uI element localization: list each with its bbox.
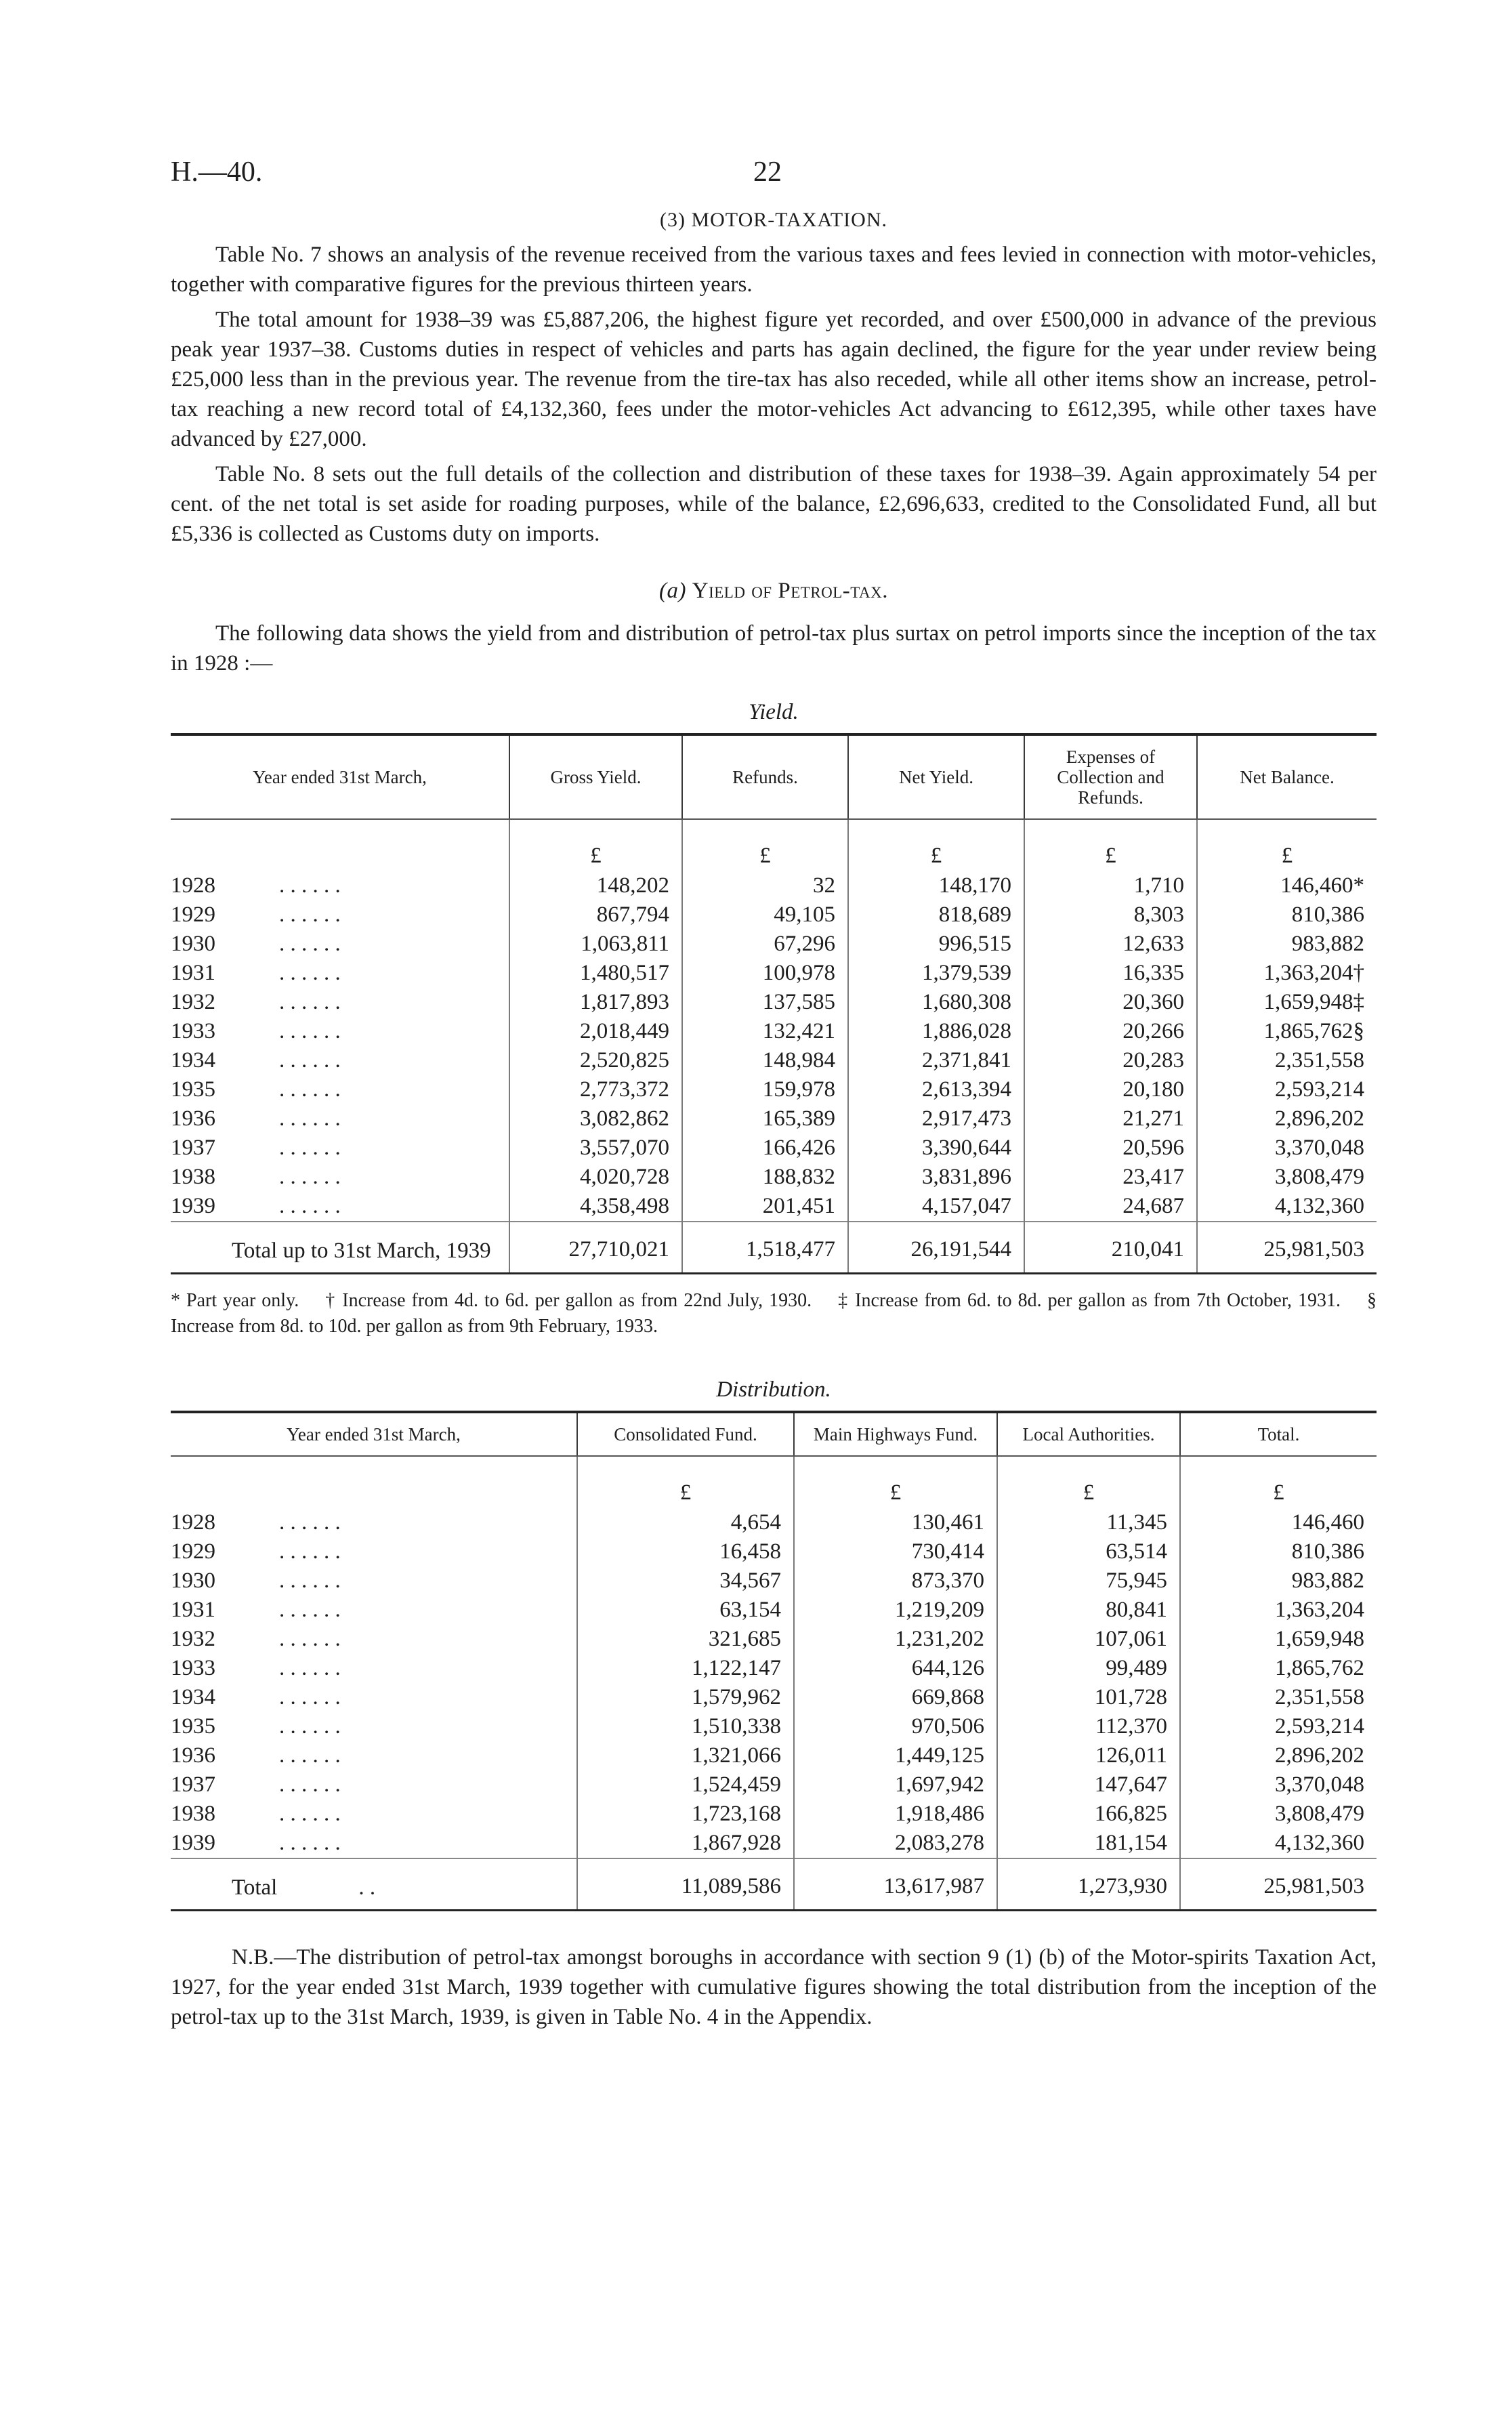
value-cell: 2,351,558 <box>1180 1683 1377 1712</box>
value-cell: 996,515 <box>848 930 1024 959</box>
row-year: 1931 <box>171 1598 215 1622</box>
row-leader-dots: . . . . . . <box>279 1539 341 1564</box>
value-cell: 159,978 <box>682 1075 848 1104</box>
value-cell: 80,841 <box>997 1596 1180 1625</box>
value-cell: 2,593,214 <box>1197 1075 1377 1104</box>
table-row <box>171 1508 1377 1537</box>
table-row <box>171 988 1377 1017</box>
year-cell <box>171 1625 577 1654</box>
value-cell: 1,219,209 <box>794 1596 997 1625</box>
yield-table <box>171 733 1377 1274</box>
row-year: 1934 <box>171 1048 215 1073</box>
footnote-dagger: † Increase from 4d. to 6d. per gallon as from 22nd July, 1930. <box>325 1290 812 1311</box>
subsection-title <box>171 579 1377 604</box>
unit-row <box>171 1456 1377 1508</box>
year-cell <box>171 1770 577 1800</box>
table-row <box>171 1017 1377 1046</box>
year-cell <box>171 1596 577 1625</box>
total-value-cell: 1,273,930 <box>997 1858 1180 1909</box>
page-number: 22 <box>753 157 782 188</box>
row-year: 1930 <box>171 1568 215 1593</box>
total-leader-dots: . . <box>358 1875 376 1900</box>
total-row <box>171 1858 1377 1909</box>
row-year: 1933 <box>171 1656 215 1680</box>
value-cell: 3,831,896 <box>848 1163 1024 1192</box>
value-cell: 1,697,942 <box>794 1770 997 1800</box>
total-value-cell: 25,981,503 <box>1197 1222 1377 1272</box>
value-cell: 20,180 <box>1024 1075 1197 1104</box>
footnotes <box>171 1288 1377 1339</box>
row-year: 1933 <box>171 1019 215 1043</box>
distribution-table-caption: Distribution. <box>716 1377 831 1402</box>
value-cell: 1,918,486 <box>794 1800 997 1829</box>
table-row <box>171 1770 1377 1800</box>
value-cell: 63,514 <box>997 1537 1180 1566</box>
value-cell: 11,345 <box>997 1508 1180 1537</box>
year-cell <box>171 871 509 900</box>
year-cell <box>171 1800 577 1829</box>
value-cell: 4,132,360 <box>1197 1192 1377 1222</box>
total-label-cell <box>171 1222 509 1272</box>
value-cell: 1,579,962 <box>577 1683 794 1712</box>
unit-cell: £ <box>682 819 848 871</box>
row-leader-dots: . . . . . . <box>279 961 341 985</box>
value-cell: 2,083,278 <box>794 1829 997 1858</box>
value-cell: 4,654 <box>577 1508 794 1537</box>
value-cell: 1,659,948 <box>1180 1625 1377 1654</box>
value-cell: 75,945 <box>997 1566 1180 1596</box>
value-cell: 3,390,644 <box>848 1134 1024 1163</box>
value-cell: 132,421 <box>682 1017 848 1046</box>
table-row <box>171 1800 1377 1829</box>
value-cell: 1,680,308 <box>848 988 1024 1017</box>
table-row <box>171 1537 1377 1566</box>
value-cell: 1,524,459 <box>577 1770 794 1800</box>
year-cell <box>171 1683 577 1712</box>
year-cell <box>171 1046 509 1075</box>
total-label: Total <box>232 1875 278 1900</box>
row-leader-dots: . . . . . . <box>279 1019 341 1043</box>
col-net-yield: Net Yield. <box>848 734 1024 819</box>
year-cell <box>171 1566 577 1596</box>
value-cell: 3,370,048 <box>1197 1134 1377 1163</box>
value-cell: 2,593,214 <box>1180 1712 1377 1741</box>
row-leader-dots: . . . . . . <box>279 1510 341 1535</box>
year-cell <box>171 1654 577 1683</box>
yield-table-body <box>171 819 1377 1274</box>
value-cell: 148,984 <box>682 1046 848 1075</box>
value-cell: 147,647 <box>997 1770 1180 1800</box>
value-cell: 810,386 <box>1197 900 1377 930</box>
row-year: 1935 <box>171 1714 215 1739</box>
value-cell: 23,417 <box>1024 1163 1197 1192</box>
row-leader-dots: . . . . . . <box>279 1106 341 1131</box>
row-year: 1939 <box>171 1194 215 1218</box>
year-cell <box>171 959 509 988</box>
col-refunds: Refunds. <box>682 734 848 819</box>
value-cell: 1,865,762 <box>1180 1654 1377 1683</box>
unit-cell: £ <box>997 1456 1180 1508</box>
value-cell: 101,728 <box>997 1683 1180 1712</box>
total-value-cell: 25,981,503 <box>1180 1858 1377 1909</box>
row-leader-dots: . . . . . . <box>279 1077 341 1102</box>
row-year: 1928 <box>171 1510 215 1535</box>
col-total: Total. <box>1180 1412 1377 1456</box>
row-leader-dots: . . . . . . <box>279 932 341 956</box>
value-cell: 1,817,893 <box>509 988 682 1017</box>
unit-cell: £ <box>509 819 682 871</box>
value-cell: 644,126 <box>794 1654 997 1683</box>
col-year: Year ended 31st March, <box>171 734 509 819</box>
year-cell <box>171 1712 577 1741</box>
distribution-table <box>171 1411 1377 1911</box>
value-cell: 1,886,028 <box>848 1017 1024 1046</box>
col-consolidated-fund: Consolidated Fund. <box>577 1412 794 1456</box>
distribution-table-body <box>171 1456 1377 1911</box>
value-cell: 3,370,048 <box>1180 1770 1377 1800</box>
value-cell: 1,379,539 <box>848 959 1024 988</box>
col-net-balance: Net Balance. <box>1197 734 1377 819</box>
value-cell: 1,449,125 <box>794 1741 997 1770</box>
year-cell <box>171 1104 509 1134</box>
total-row <box>171 1222 1377 1272</box>
value-cell: 166,825 <box>997 1800 1180 1829</box>
total-value-cell: 210,041 <box>1024 1222 1197 1272</box>
unit-cell: £ <box>1180 1456 1377 1508</box>
value-cell: 24,687 <box>1024 1192 1197 1222</box>
unit-cell: £ <box>794 1456 997 1508</box>
col-main-highways-fund: Main Highways Fund. <box>794 1412 997 1456</box>
year-cell <box>171 988 509 1017</box>
row-year: 1939 <box>171 1831 215 1855</box>
row-year: 1935 <box>171 1077 215 1102</box>
value-cell: 1,867,928 <box>577 1829 794 1858</box>
total-label: Total up to 31st March, 1939 <box>232 1239 491 1263</box>
value-cell: 3,557,070 <box>509 1134 682 1163</box>
table-row <box>171 1566 1377 1596</box>
table-row <box>171 1712 1377 1741</box>
row-leader-dots: . . . . . . <box>279 1627 341 1651</box>
value-cell: 20,360 <box>1024 988 1197 1017</box>
table-row <box>171 871 1377 900</box>
row-leader-dots: . . . . . . <box>279 1165 341 1189</box>
row-year: 1936 <box>171 1106 215 1131</box>
table-row <box>171 1596 1377 1625</box>
unit-cell: £ <box>577 1456 794 1508</box>
row-leader-dots: . . . . . . <box>279 902 341 927</box>
value-cell: 2,896,202 <box>1180 1741 1377 1770</box>
value-cell: 188,832 <box>682 1163 848 1192</box>
value-cell: 730,414 <box>794 1537 997 1566</box>
value-cell: 3,808,479 <box>1197 1163 1377 1192</box>
value-cell: 146,460* <box>1197 871 1377 900</box>
footnote-star: * Part year only. <box>171 1290 299 1311</box>
value-cell: 20,266 <box>1024 1017 1197 1046</box>
row-year: 1929 <box>171 1539 215 1564</box>
col-gross-yield: Gross Yield. <box>509 734 682 819</box>
value-cell: 2,773,372 <box>509 1075 682 1104</box>
year-cell <box>171 1134 509 1163</box>
distribution-table-header <box>171 1412 1377 1456</box>
row-year: 1932 <box>171 1627 215 1651</box>
row-leader-dots: . . . . . . <box>279 1831 341 1855</box>
value-cell: 818,689 <box>848 900 1024 930</box>
value-cell: 2,371,841 <box>848 1046 1024 1075</box>
value-cell: 970,506 <box>794 1712 997 1741</box>
year-cell <box>171 1829 577 1858</box>
value-cell: 148,202 <box>509 871 682 900</box>
year-cell <box>171 1192 509 1222</box>
row-leader-dots: . . . . . . <box>279 873 341 898</box>
col-year: Year ended 31st March, <box>171 1412 577 1456</box>
year-cell <box>171 930 509 959</box>
value-cell: 1,363,204 <box>1180 1596 1377 1625</box>
value-cell: 4,358,498 <box>509 1192 682 1222</box>
unit-cell: £ <box>1197 819 1377 871</box>
table-row <box>171 1104 1377 1134</box>
value-cell: 2,896,202 <box>1197 1104 1377 1134</box>
intro-paragraph: The following data shows the yield from and distribution of petrol-tax plus surtax on petrol imports since the inception of the tax in 1928 :— <box>171 621 1377 675</box>
row-leader-dots: . . . . . . <box>279 1568 341 1593</box>
unit-cell: £ <box>1024 819 1197 871</box>
table-row <box>171 900 1377 930</box>
row-leader-dots: . . . . . . <box>279 1194 341 1218</box>
value-cell: 32 <box>682 871 848 900</box>
unit-row <box>171 819 1377 871</box>
row-year: 1938 <box>171 1802 215 1826</box>
year-cell <box>171 1017 509 1046</box>
value-cell: 12,633 <box>1024 930 1197 959</box>
footnote-double-dagger: ‡ Increase from 6d. to 8d. per gallon as from 7th October, 1931. <box>838 1290 1341 1311</box>
value-cell: 2,917,473 <box>848 1104 1024 1134</box>
value-cell: 107,061 <box>997 1625 1180 1654</box>
table-row <box>171 1683 1377 1712</box>
unit-cell: £ <box>848 819 1024 871</box>
row-year: 1932 <box>171 990 215 1014</box>
row-year: 1928 <box>171 873 215 898</box>
total-label-cell <box>171 1858 577 1909</box>
total-value-cell: 11,089,586 <box>577 1858 794 1909</box>
year-cell <box>171 1537 577 1566</box>
row-year: 1938 <box>171 1165 215 1189</box>
value-cell: 1,865,762§ <box>1197 1017 1377 1046</box>
total-value-cell: 1,518,477 <box>682 1222 848 1272</box>
table-bottom-rule <box>171 1909 1377 1911</box>
value-cell: 669,868 <box>794 1683 997 1712</box>
row-leader-dots: . . . . . . <box>279 1048 341 1073</box>
value-cell: 67,296 <box>682 930 848 959</box>
value-cell: 130,461 <box>794 1508 997 1537</box>
total-value-cell: 27,710,021 <box>509 1222 682 1272</box>
total-value-cell: 26,191,544 <box>848 1222 1024 1272</box>
value-cell: 100,978 <box>682 959 848 988</box>
row-leader-dots: . . . . . . <box>279 1598 341 1622</box>
table-row <box>171 1741 1377 1770</box>
table-row <box>171 959 1377 988</box>
table-row <box>171 1075 1377 1104</box>
year-cell <box>171 1741 577 1770</box>
table-row <box>171 930 1377 959</box>
value-cell: 1,363,204† <box>1197 959 1377 988</box>
paragraph-totals: The total amount for 1938–39 was £5,887,206, the highest figure yet recorded, and over £500,000 in advance of the previous peak year 1937–38. Customs duties in respect of vehicles and parts has again declined, the figure for the year under review being £25,000 less than in the previous year. The revenue from the tire-tax has also receded, while all other items show an increase, petrol-tax reaching a new record total of £4,132,360, fees under the motor-vehicles Act advancing to £612,395, while other taxes have advanced by £27,000. <box>171 308 1377 451</box>
value-cell: 2,018,449 <box>509 1017 682 1046</box>
value-cell: 1,710 <box>1024 871 1197 900</box>
value-cell: 321,685 <box>577 1625 794 1654</box>
total-value-cell: 13,617,987 <box>794 1858 997 1909</box>
value-cell: 1,723,168 <box>577 1800 794 1829</box>
value-cell: 873,370 <box>794 1566 997 1596</box>
value-cell: 2,520,825 <box>509 1046 682 1075</box>
section-title: (3) MOTOR-TAXATION. <box>659 209 887 231</box>
value-cell: 201,451 <box>682 1192 848 1222</box>
footnote-section: § Increase from 8d. to 10d. per gallon as from 9th February, 1933. <box>171 1290 1377 1337</box>
value-cell: 49,105 <box>682 900 848 930</box>
yield-table-header <box>171 734 1377 819</box>
value-cell: 1,122,147 <box>577 1654 794 1683</box>
row-leader-dots: . . . . . . <box>279 1685 341 1709</box>
table-row <box>171 1046 1377 1075</box>
value-cell: 16,335 <box>1024 959 1197 988</box>
value-cell: 146,460 <box>1180 1508 1377 1537</box>
value-cell: 165,389 <box>682 1104 848 1134</box>
row-year: 1929 <box>171 902 215 927</box>
value-cell: 137,585 <box>682 988 848 1017</box>
value-cell: 4,132,360 <box>1180 1829 1377 1858</box>
value-cell: 1,231,202 <box>794 1625 997 1654</box>
value-cell: 148,170 <box>848 871 1024 900</box>
value-cell: 3,808,479 <box>1180 1800 1377 1829</box>
value-cell: 2,351,558 <box>1197 1046 1377 1075</box>
row-year: 1937 <box>171 1136 215 1160</box>
table-row <box>171 1134 1377 1163</box>
row-leader-dots: . . . . . . <box>279 1714 341 1739</box>
note-paragraph: N.B.—The distribution of petrol-tax amongst boroughs in accordance with section 9 (1) (b) of the Motor-spirits Taxation Act, 1927, for the year ended 31st March, 1939 together with cumulative figures showing the total distribution from the inception of the petrol-tax up to the 31st March, 1939, is given in Table No. 4 in the Appendix. <box>171 1945 1377 2029</box>
table-row <box>171 1192 1377 1222</box>
row-leader-dots: . . . . . . <box>279 1136 341 1160</box>
document-reference: H.—40. <box>171 157 263 188</box>
table-row <box>171 1829 1377 1858</box>
value-cell: 99,489 <box>997 1654 1180 1683</box>
value-cell: 21,271 <box>1024 1104 1197 1134</box>
year-cell <box>171 1163 509 1192</box>
row-year: 1937 <box>171 1772 215 1797</box>
col-expenses: Expenses of Collection and Refunds. <box>1024 734 1197 819</box>
value-cell: 4,020,728 <box>509 1163 682 1192</box>
table-row <box>171 1625 1377 1654</box>
table-bottom-rule <box>171 1272 1377 1274</box>
subsection-prefix: (a) <box>659 579 686 603</box>
value-cell: 112,370 <box>997 1712 1180 1741</box>
value-cell: 34,567 <box>577 1566 794 1596</box>
value-cell: 181,154 <box>997 1829 1180 1858</box>
row-leader-dots: . . . . . . <box>279 1743 341 1768</box>
row-year: 1936 <box>171 1743 215 1768</box>
value-cell: 8,303 <box>1024 900 1197 930</box>
value-cell: 1,063,811 <box>509 930 682 959</box>
subsection-heading: Yield of Petrol-tax. <box>692 579 888 603</box>
year-cell <box>171 1075 509 1104</box>
value-cell: 1,510,338 <box>577 1712 794 1741</box>
value-cell: 20,283 <box>1024 1046 1197 1075</box>
value-cell: 1,321,066 <box>577 1741 794 1770</box>
value-cell: 63,154 <box>577 1596 794 1625</box>
value-cell: 810,386 <box>1180 1537 1377 1566</box>
row-year: 1934 <box>171 1685 215 1709</box>
yield-table-caption: Yield. <box>749 700 799 724</box>
paragraph-table7: Table No. 7 shows an analysis of the revenue received from the various taxes and fees levied in connection with motor-vehicles, together with comparative figures for the previous thirteen years. <box>171 243 1377 297</box>
table-row <box>171 1654 1377 1683</box>
value-cell: 983,882 <box>1197 930 1377 959</box>
value-cell: 166,426 <box>682 1134 848 1163</box>
value-cell: 2,613,394 <box>848 1075 1024 1104</box>
value-cell: 1,480,517 <box>509 959 682 988</box>
paragraph-table8: Table No. 8 sets out the full details of the collection and distribution of these taxes for 1938–39. Again approximately 54 per cent. of the net total is set aside for roading purposes, while of the balance, £2,696,633, credited to the Consolidated Fund, all but £5,336 is collected as Customs duty on imports. <box>171 462 1377 546</box>
row-year: 1930 <box>171 932 215 956</box>
value-cell: 3,082,862 <box>509 1104 682 1134</box>
value-cell: 126,011 <box>997 1741 1180 1770</box>
col-local-authorities: Local Authorities. <box>997 1412 1180 1456</box>
value-cell: 16,458 <box>577 1537 794 1566</box>
value-cell: 20,596 <box>1024 1134 1197 1163</box>
value-cell: 983,882 <box>1180 1566 1377 1596</box>
year-cell <box>171 900 509 930</box>
value-cell: 4,157,047 <box>848 1192 1024 1222</box>
year-cell <box>171 1508 577 1537</box>
document-page <box>171 142 1377 2054</box>
value-cell: 867,794 <box>509 900 682 930</box>
page-header <box>171 142 1377 196</box>
row-leader-dots: . . . . . . <box>279 990 341 1014</box>
row-year: 1931 <box>171 961 215 985</box>
row-leader-dots: . . . . . . <box>279 1772 341 1797</box>
table-row <box>171 1163 1377 1192</box>
row-leader-dots: . . . . . . <box>279 1802 341 1826</box>
row-leader-dots: . . . . . . <box>279 1656 341 1680</box>
value-cell: 1,659,948‡ <box>1197 988 1377 1017</box>
